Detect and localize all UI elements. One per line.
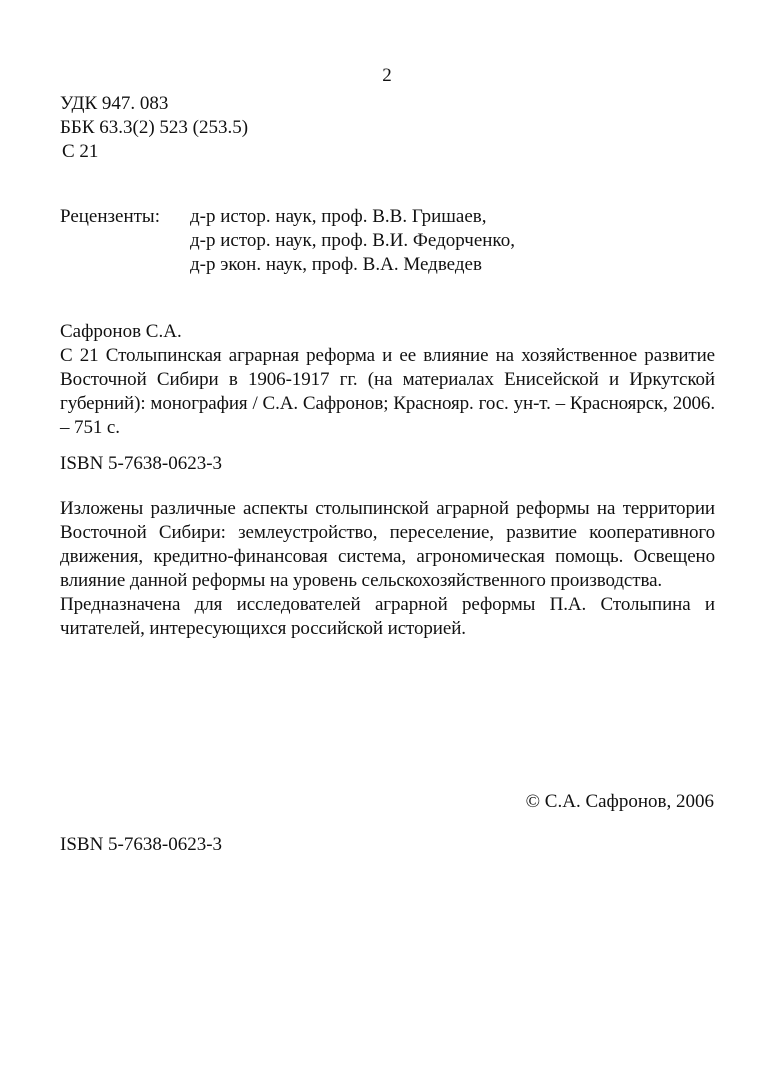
bibliographic-description: С 21 Столыпинская аграрная реформа и ее влияние на хозяйственное развитие Восточной Сибири в 1906-1917 гг. (на материалах Енисейской и Иркутской губерний): монография / С.А. Сафронов; Краснояр. гос. ун-т. – Красноярск, 2006. – 751 с. xyxy=(60,345,715,438)
bbk-code: ББК 63.3(2) 523 (253.5) xyxy=(60,117,249,138)
audience-paragraph: Предназначена для исследователей аграрной реформы П.А. Столыпина и читателей, интересующихся российской историей. xyxy=(60,594,715,639)
author-name: Сафронов С.А. xyxy=(60,321,182,342)
udk-code: УДК 947. 083 xyxy=(60,93,169,114)
reviewer-item: д-р экон. наук, проф. В.А. Медведев xyxy=(190,254,482,275)
abstract-block xyxy=(60,497,715,641)
isbn-top: ISBN 5-7638-0623-3 xyxy=(60,453,223,474)
copyright-notice: © С.А. Сафронов, 2006 xyxy=(525,791,714,812)
abstract-paragraph: Изложены различные аспекты столыпинской аграрной реформы на территории Восточной Сибири: землеустройство, переселение, развитие кооперативного движения, кредитно-финансовая система, агрономическая помощь. Освещено влияние данной реформы на уровень сельскохозяйственного производства. xyxy=(60,498,715,591)
classification-block xyxy=(60,92,248,164)
reviewers-list xyxy=(190,205,515,277)
reviewers-label: Рецензенты: xyxy=(60,206,160,227)
reviewer-item: д-р истор. наук, проф. В.И. Федорченко, xyxy=(190,230,515,251)
isbn-bottom: ISBN 5-7638-0623-3 xyxy=(60,834,223,855)
page-number: 2 xyxy=(382,65,392,86)
reviewer-item: д-р истор. наук, проф. В.В. Гришаев, xyxy=(190,206,487,227)
bibliographic-record xyxy=(60,320,715,440)
author-mark: С 21 xyxy=(62,141,99,162)
